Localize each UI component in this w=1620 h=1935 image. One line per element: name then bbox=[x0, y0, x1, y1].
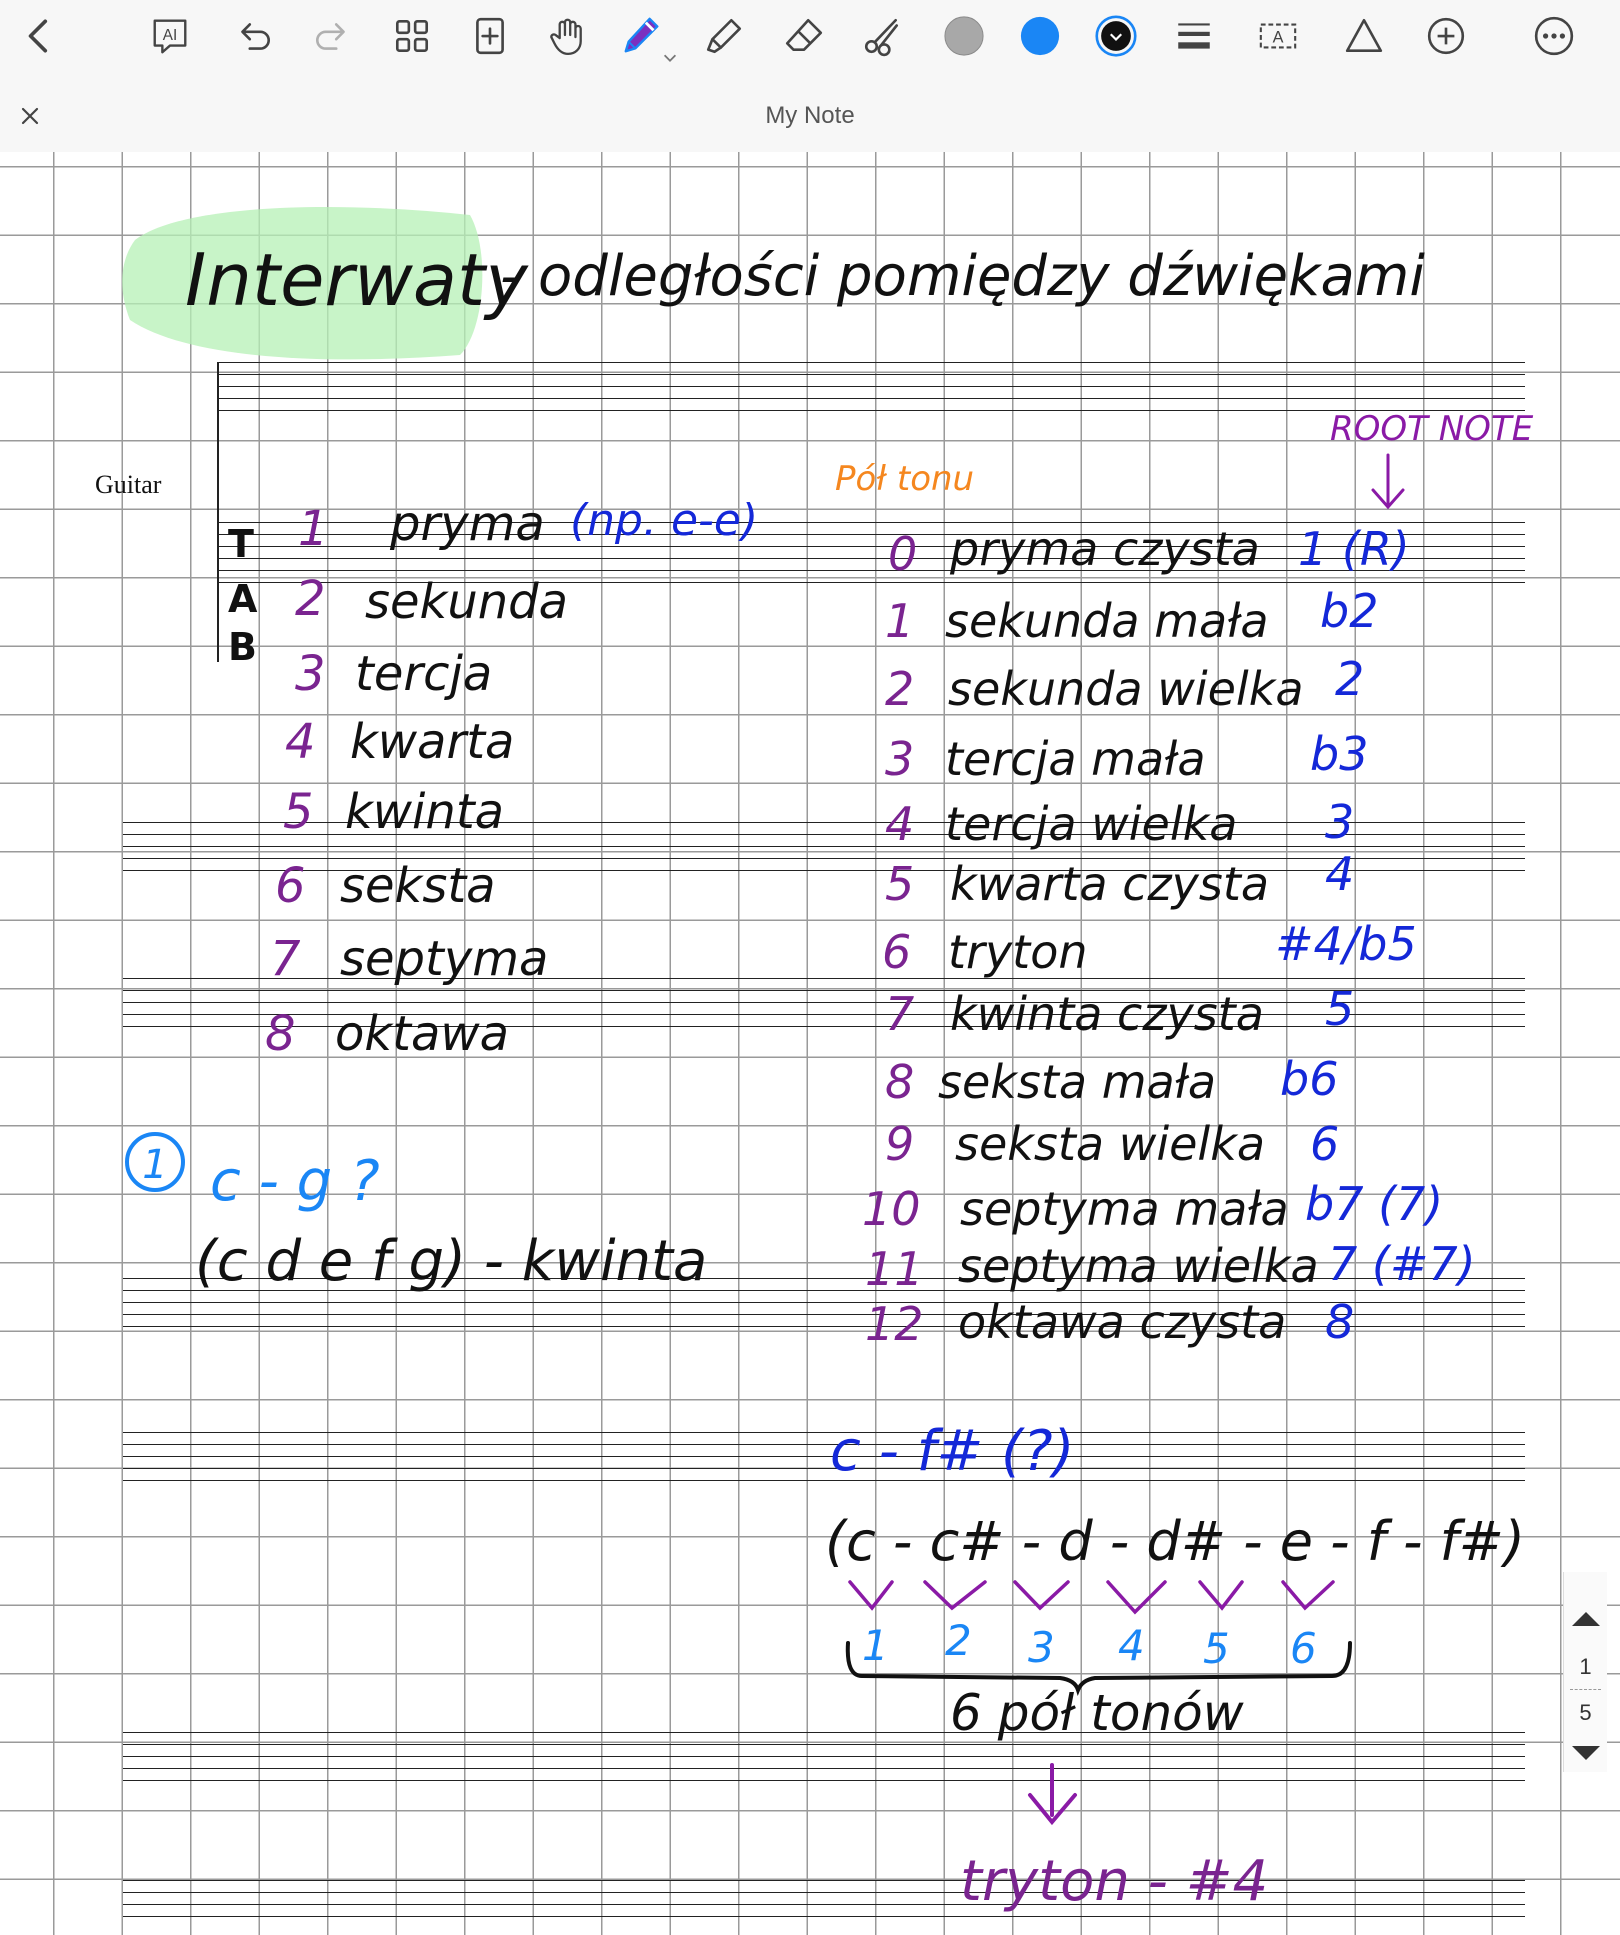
interval-number: 6 bbox=[275, 858, 306, 914]
semitone-number: 4 bbox=[885, 797, 915, 851]
document-title: My Note bbox=[765, 102, 855, 129]
semitone-interval-name: pryma czysta bbox=[950, 522, 1260, 576]
page-down-icon[interactable] bbox=[1568, 1742, 1604, 1764]
example2-result: tryton - #4 bbox=[960, 1849, 1269, 1914]
semitone-number: 2 bbox=[885, 662, 915, 716]
semitone-count: 5 bbox=[1203, 1624, 1230, 1673]
semitone-degree: #4/b5 bbox=[1275, 917, 1417, 971]
semitone-count: 1 bbox=[862, 1621, 889, 1670]
interval-number: 3 bbox=[295, 646, 326, 702]
page-total: 5 bbox=[1579, 1700, 1592, 1725]
semitone-count: 3 bbox=[1028, 1623, 1055, 1672]
semitone-interval-name: sekunda wielka bbox=[948, 662, 1304, 716]
semitone-count: 2 bbox=[945, 1616, 972, 1665]
semitone-interval-name: seksta wielka bbox=[955, 1117, 1266, 1171]
example2-sequence: (c - c# - d - d# - e - f - f#) bbox=[825, 1510, 1525, 1573]
semitone-degree: 4 bbox=[1325, 847, 1355, 901]
interval-number: 7 bbox=[270, 931, 301, 987]
heading-title: Interwaty bbox=[185, 238, 528, 322]
semitone-degree: 1 (R) bbox=[1298, 522, 1410, 576]
example2-question: c - f# (?) bbox=[830, 1419, 1075, 1484]
interval-name: pryma bbox=[390, 496, 545, 552]
semitone-number: 1 bbox=[885, 594, 915, 648]
semitone-interval-name: oktawa czysta bbox=[958, 1295, 1287, 1349]
interval-number: 2 bbox=[295, 571, 326, 627]
semitone-number: 3 bbox=[885, 732, 915, 786]
interval-name: kwinta bbox=[345, 784, 505, 840]
page-navigator bbox=[1563, 1572, 1607, 1772]
interval-name: septyma bbox=[340, 931, 549, 987]
interval-number: 8 bbox=[265, 1006, 296, 1062]
semitone-label: Pół tonu bbox=[835, 459, 975, 499]
interval-example: (np. e-e) bbox=[570, 495, 759, 546]
semitone-number: 8 bbox=[885, 1055, 915, 1109]
instrument-label: Guitar bbox=[95, 470, 162, 499]
semitone-number: 0 bbox=[888, 527, 918, 581]
semitone-degree: 6 bbox=[1310, 1117, 1340, 1171]
semitone-degree: 3 bbox=[1325, 795, 1355, 849]
page-up-icon[interactable] bbox=[1568, 1608, 1604, 1630]
semitone-degree: 8 bbox=[1325, 1295, 1355, 1349]
interval-name: sekunda bbox=[365, 574, 569, 630]
semitone-number: 7 bbox=[885, 987, 915, 1041]
semitone-number: 11 bbox=[865, 1242, 924, 1296]
semitone-interval-name: septyma mała bbox=[960, 1182, 1289, 1236]
semitone-degree: 7 (#7) bbox=[1328, 1237, 1476, 1291]
tab-letter-b: B bbox=[228, 625, 257, 669]
semitone-interval-name: tercja wielka bbox=[945, 797, 1238, 851]
semitone-number: 10 bbox=[862, 1182, 921, 1236]
semitone-interval-name: tercja mała bbox=[945, 732, 1206, 786]
interval-name: tercja bbox=[355, 646, 493, 702]
root-note-label: ROOT NOTE bbox=[1330, 409, 1534, 449]
semitone-degree: b6 bbox=[1280, 1052, 1339, 1106]
semitone-interval-name: septyma wielka bbox=[958, 1239, 1319, 1293]
tab-letter-t: T bbox=[228, 522, 254, 566]
semitone-number: 5 bbox=[885, 857, 915, 911]
interval-number: 1 bbox=[298, 501, 329, 557]
page-current: 1 bbox=[1579, 1654, 1592, 1679]
semitone-number: 12 bbox=[865, 1297, 924, 1351]
semitone-degree: 5 bbox=[1325, 982, 1355, 1036]
semitone-count: 6 bbox=[1290, 1624, 1317, 1673]
interval-number: 4 bbox=[285, 714, 316, 770]
semitone-interval-name: sekunda mała bbox=[945, 594, 1269, 648]
semitone-interval-name: kwarta czysta bbox=[950, 857, 1270, 911]
interval-name: seksta bbox=[340, 858, 496, 914]
semitone-count: 4 bbox=[1118, 1621, 1145, 1670]
semitone-interval-name: tryton bbox=[948, 925, 1088, 979]
page-divider bbox=[1570, 1689, 1601, 1690]
heading-subtitle: - odległości pomiędzy dźwiękami bbox=[500, 244, 1425, 309]
semitone-number: 9 bbox=[885, 1117, 915, 1171]
interval-name: oktawa bbox=[335, 1006, 510, 1062]
ai-label: AI bbox=[162, 26, 178, 44]
semitone-degree: 2 bbox=[1335, 652, 1365, 706]
tab-letter-a: A bbox=[228, 577, 258, 621]
semitone-degree: b3 bbox=[1310, 727, 1369, 781]
arrow-down-icon bbox=[1373, 455, 1403, 507]
semitone-degree: b2 bbox=[1320, 584, 1379, 638]
semitone-number: 6 bbox=[882, 925, 912, 979]
brace bbox=[848, 1643, 1350, 1690]
example-marker: 1 bbox=[142, 1142, 168, 1188]
interval-name: kwarta bbox=[350, 714, 515, 770]
example1-answer: (c d e f g) - kwinta bbox=[195, 1229, 708, 1294]
semitone-degree: b7 (7) bbox=[1305, 1177, 1444, 1231]
semitone-interval-name: seksta mała bbox=[938, 1055, 1217, 1109]
example1-question: c - g ? bbox=[210, 1149, 380, 1214]
semitone-step-marks bbox=[850, 1582, 1333, 1612]
example2-total: 6 pół tonów bbox=[950, 1684, 1244, 1742]
semitone-interval-name: kwinta czysta bbox=[950, 987, 1264, 1041]
arrow-down-icon bbox=[1030, 1765, 1075, 1822]
interval-number: 5 bbox=[283, 784, 314, 840]
svg-text:A: A bbox=[1272, 28, 1284, 47]
